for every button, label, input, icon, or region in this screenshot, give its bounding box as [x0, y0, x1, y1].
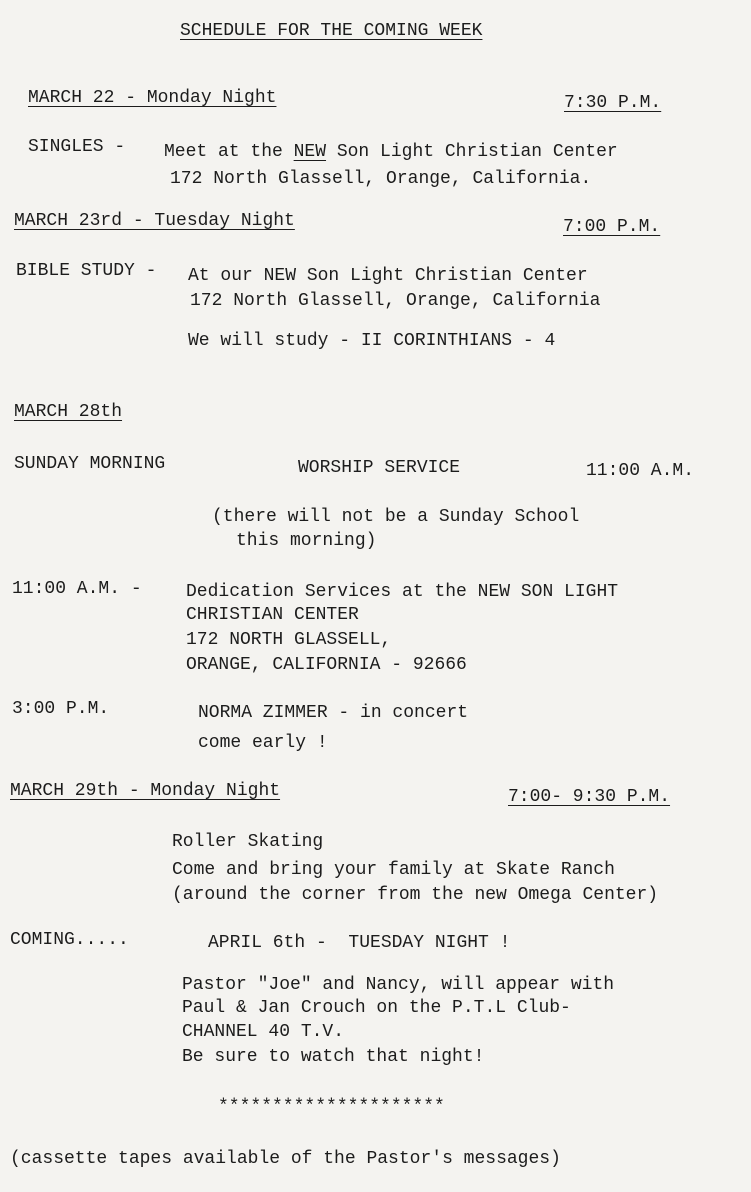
- march29-line1: Roller Skating: [172, 832, 324, 852]
- march22-line1-post: Son Light Christian Center: [326, 142, 618, 162]
- dedication-time: 11:00 A.M. -: [12, 579, 142, 599]
- page-title: SCHEDULE FOR THE COMING WEEK: [180, 21, 483, 41]
- march22-line1: [164, 143, 618, 161]
- sunday-note2: this morning): [236, 531, 377, 551]
- dedication-line4: ORANGE, CALIFORNIA - 92666: [186, 655, 467, 675]
- march29-line2: Come and bring your family at Skate Ranch: [172, 860, 615, 880]
- coming-line3: CHANNEL 40 T.V.: [182, 1022, 345, 1042]
- sunday-label: SUNDAY MORNING: [14, 454, 166, 474]
- march23-line3: We will study - II CORINTHIANS - 4: [188, 331, 556, 351]
- march29-time: 7:00- 9:30 P.M.: [508, 787, 671, 807]
- coming-line4: Be sure to watch that night!: [182, 1047, 485, 1067]
- star-divider: *********************: [218, 1097, 445, 1117]
- march22-line1-new: NEW: [293, 142, 327, 162]
- dedication-line1: Dedication Services at the NEW SON LIGHT: [186, 582, 619, 602]
- concert-line1: NORMA ZIMMER - in concert: [198, 703, 469, 723]
- march23-line1: At our NEW Son Light Christian Center: [188, 266, 588, 286]
- coming-label: COMING.....: [10, 930, 129, 950]
- march22-line2: 172 North Glassell, Orange, California.: [170, 169, 592, 189]
- dedication-line3: 172 NORTH GLASSELL,: [186, 630, 392, 650]
- march23-line2: 172 North Glassell, Orange, California: [190, 291, 601, 311]
- sunday-event: WORSHIP SERVICE: [298, 458, 461, 478]
- coming-line1: Pastor "Joe" and Nancy, will appear with: [182, 975, 615, 995]
- march28-heading: MARCH 28th: [14, 402, 123, 422]
- concert-line2: come early !: [198, 733, 328, 753]
- march23-heading: MARCH 23rd - Tuesday Night: [14, 211, 295, 231]
- concert-time: 3:00 P.M.: [12, 699, 110, 719]
- footer-note: (cassette tapes available of the Pastor's messages): [10, 1149, 561, 1169]
- march22-heading: MARCH 22 - Monday Night: [28, 88, 277, 108]
- march22-time: 7:30 P.M.: [564, 93, 662, 113]
- march29-line3: (around the corner from the new Omega Center): [172, 885, 659, 905]
- coming-headline: APRIL 6th - TUESDAY NIGHT !: [208, 933, 511, 953]
- march29-heading: MARCH 29th - Monday Night: [10, 781, 281, 801]
- march22-line1-pre: Meet at the: [164, 142, 294, 162]
- sunday-note1: (there will not be a Sunday School: [212, 507, 580, 527]
- march22-label: SINGLES -: [28, 137, 126, 157]
- march23-label: BIBLE STUDY -: [16, 261, 157, 281]
- coming-line2: Paul & Jan Crouch on the P.T.L Club-: [182, 998, 571, 1018]
- dedication-line2: CHRISTIAN CENTER: [186, 605, 359, 625]
- march23-time: 7:00 P.M.: [563, 217, 661, 237]
- sunday-time: 11:00 A.M.: [586, 461, 695, 481]
